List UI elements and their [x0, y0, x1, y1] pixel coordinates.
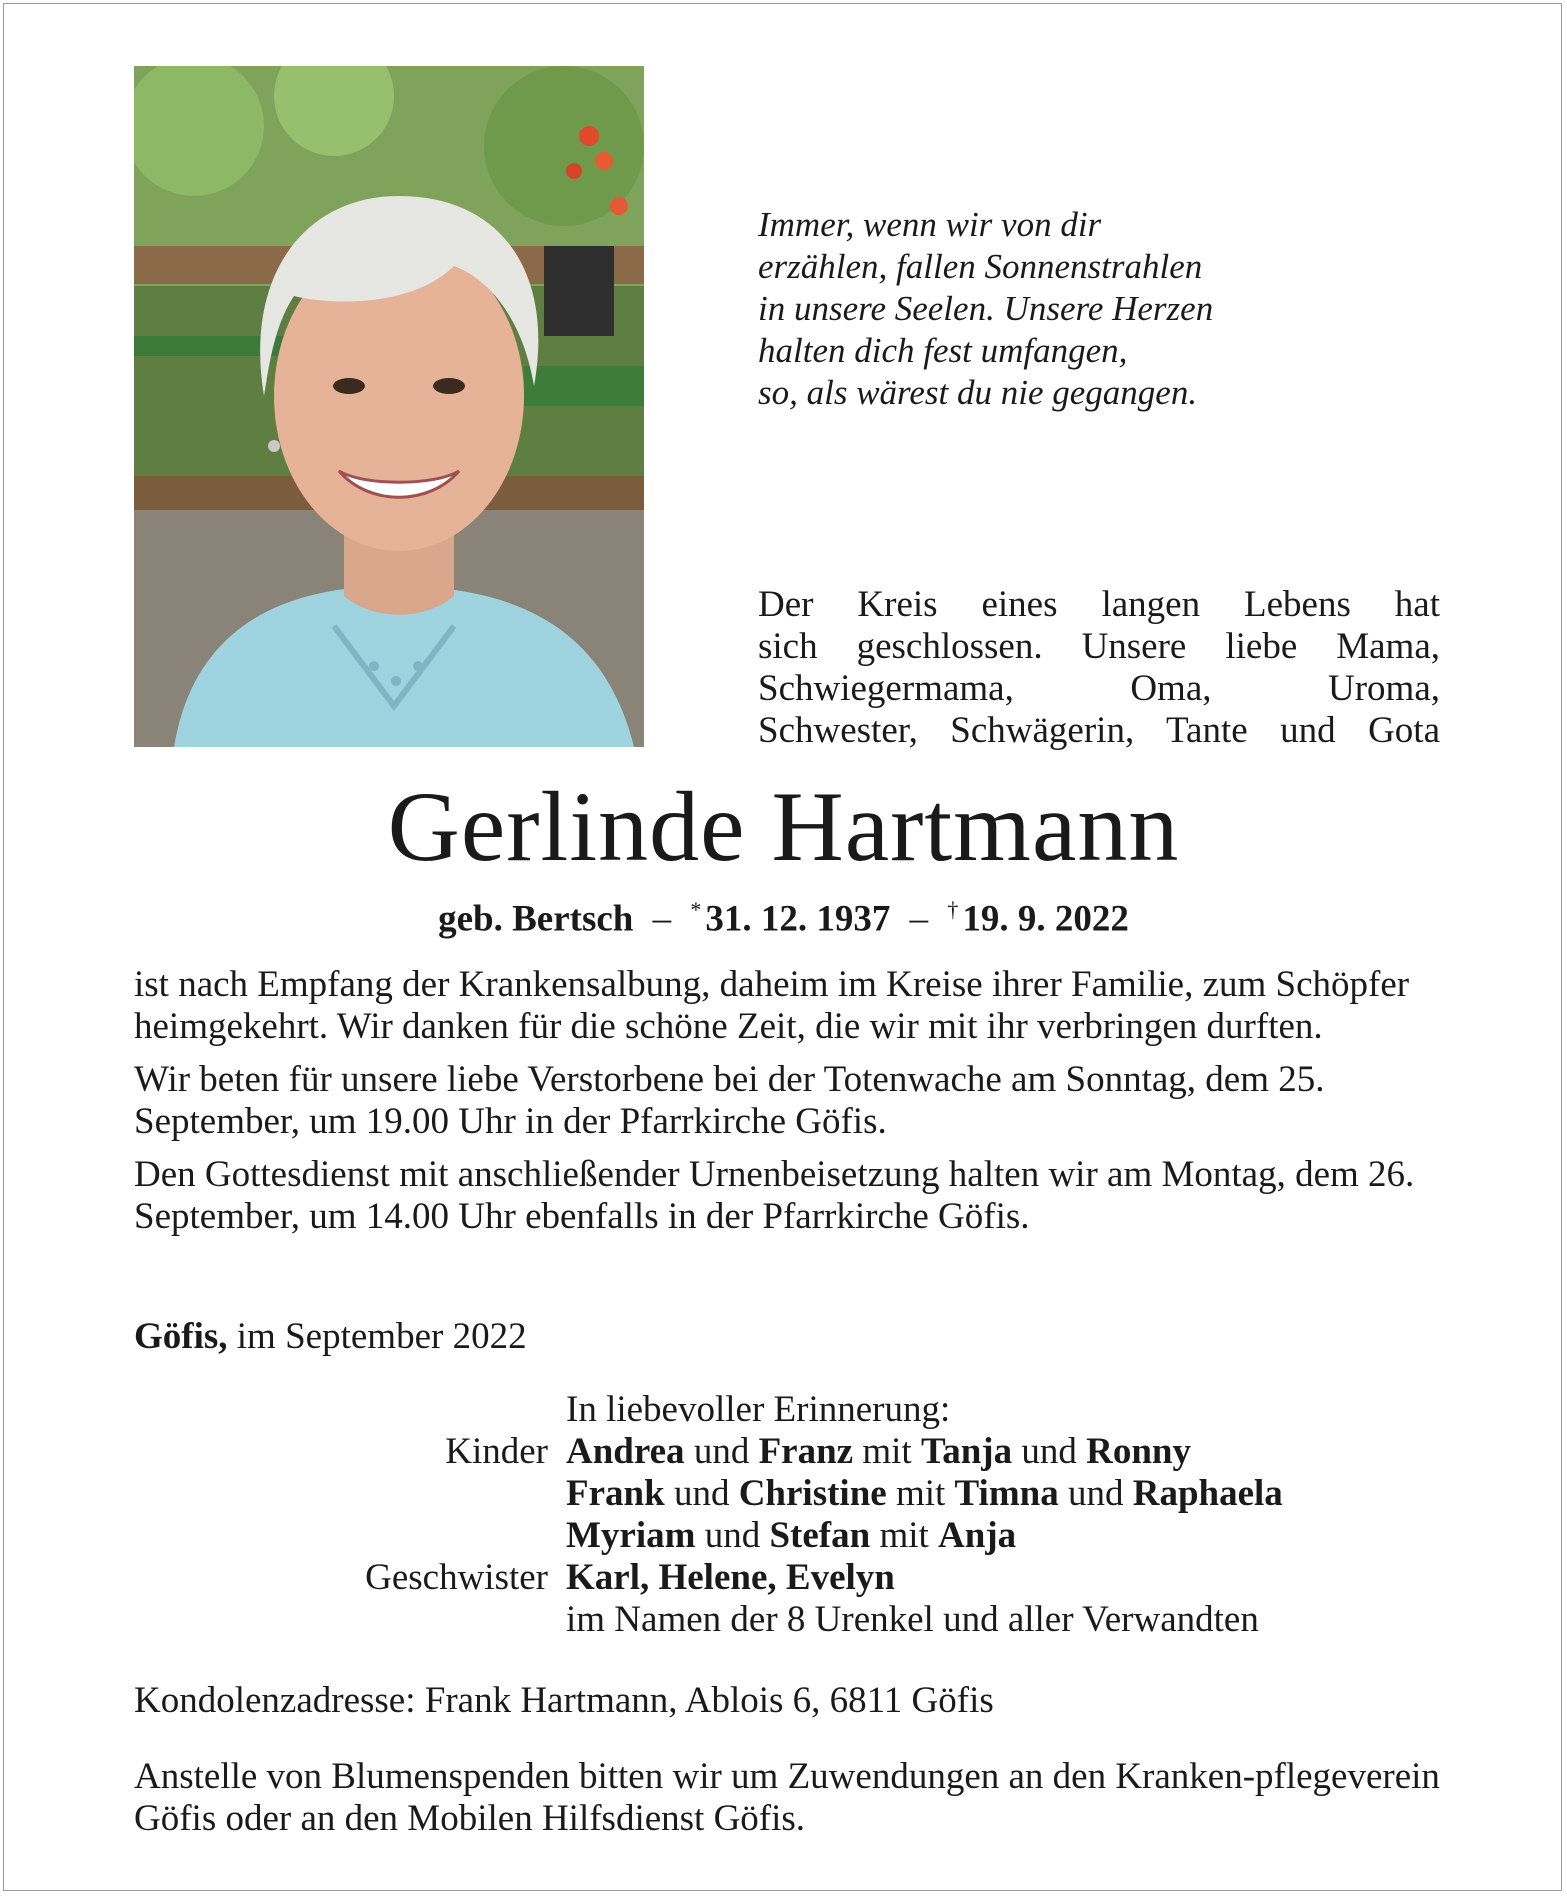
geschwister-label: Geschwister: [365, 1557, 548, 1598]
geschwister-names: Karl, Helene, Evelyn: [566, 1557, 895, 1598]
announcement-paragraph: ist nach Empfang der Krankensalbung, daheim im Kreise ihrer Familie, zum Schöpfer heimgekehrt. Wir danken für die schöne Zeit, die wir mit ihr verbringen durften.: [134, 964, 1410, 1047]
deceased-name: Gerlinde Hartmann: [387, 771, 1180, 882]
mourners-footer-row: [134, 1599, 1454, 1641]
intro-line: Schwester, Schwägerin, Tante und Gota: [758, 710, 1440, 751]
kinder-label: Kinder: [445, 1431, 548, 1472]
kinder-row: [134, 1431, 1454, 1473]
portrait-illustration: [134, 66, 644, 747]
birth-symbol: *: [690, 897, 702, 922]
death-date: 19. 9. 2022: [962, 898, 1129, 940]
place-date-line: [134, 1316, 527, 1358]
intro-line: Schwiegermama, Oma, Uroma,: [758, 668, 1440, 709]
kinder-row: [134, 1473, 1454, 1515]
geschwister-row: [134, 1557, 1454, 1599]
birth-date: 31. 12. 1937: [705, 898, 891, 940]
poem-line: so, als wärest du nie gegangen.: [758, 373, 1198, 412]
poem-line: erzählen, fallen Sonnenstrahlen: [758, 247, 1203, 286]
mourners-heading-row: [134, 1389, 1454, 1431]
donation-note: Anstelle von Blumenspenden bitten wir um Zuwendungen an den Kranken-pflegeverein Göfis oder an den Mobilen Hilfsdienst Göfis.: [134, 1756, 1440, 1839]
death-symbol: †: [947, 897, 959, 922]
condolence-address: Kondolenzadresse: Frank Hartmann, Ablois 6, 6811 Göfis: [134, 1680, 994, 1721]
mourners-footer: im Namen der 8 Urenkel und aller Verwandten: [566, 1599, 1259, 1640]
maiden-name: geb. Bertsch: [438, 898, 634, 940]
memorial-poem: [758, 204, 1318, 414]
intro-text: [758, 584, 1440, 752]
poem-line: in unsere Seelen. Unsere Herzen: [758, 289, 1214, 328]
mourners-list: [134, 1389, 1454, 1641]
family-line: Myriam und Stefan mit Anja: [566, 1515, 1017, 1556]
intro-line: Der Kreis eines langen Lebens hat: [758, 584, 1440, 625]
announcement-body: [134, 964, 1440, 1249]
life-dates: [4, 888, 1563, 941]
obituary-page: [3, 3, 1562, 1891]
announcement-paragraph: Wir beten für unsere liebe Verstorbene bei der Totenwache am Sonntag, dem 25. September, um 19.00 Uhr in der Pfarrkirche Göfis.: [134, 1059, 1325, 1142]
separator: –: [909, 898, 929, 940]
place-town: Göfis,: [134, 1316, 228, 1357]
poem-line: Immer, wenn wir von dir: [758, 205, 1102, 244]
family-line: Andrea und Franz mit Tanja und Ronny: [566, 1431, 1192, 1472]
intro-line: sich geschlossen. Unsere liebe Mama,: [758, 626, 1440, 667]
separator: –: [652, 898, 672, 940]
family-line: Frank und Christine mit Timna und Raphaela: [566, 1473, 1283, 1514]
announcement-paragraph: Den Gottesdienst mit anschließender Urnenbeisetzung halten wir am Montag, dem 26. September, um 14.00 Uhr ebenfalls in der Pfarrkirche Göfis.: [134, 1154, 1415, 1237]
kinder-row: [134, 1515, 1454, 1557]
place-date: im September 2022: [227, 1316, 527, 1357]
poem-line: halten dich fest umfangen,: [758, 331, 1128, 370]
mourners-heading: In liebevoller Erinnerung:: [566, 1389, 951, 1430]
portrait-photo: [134, 66, 644, 747]
